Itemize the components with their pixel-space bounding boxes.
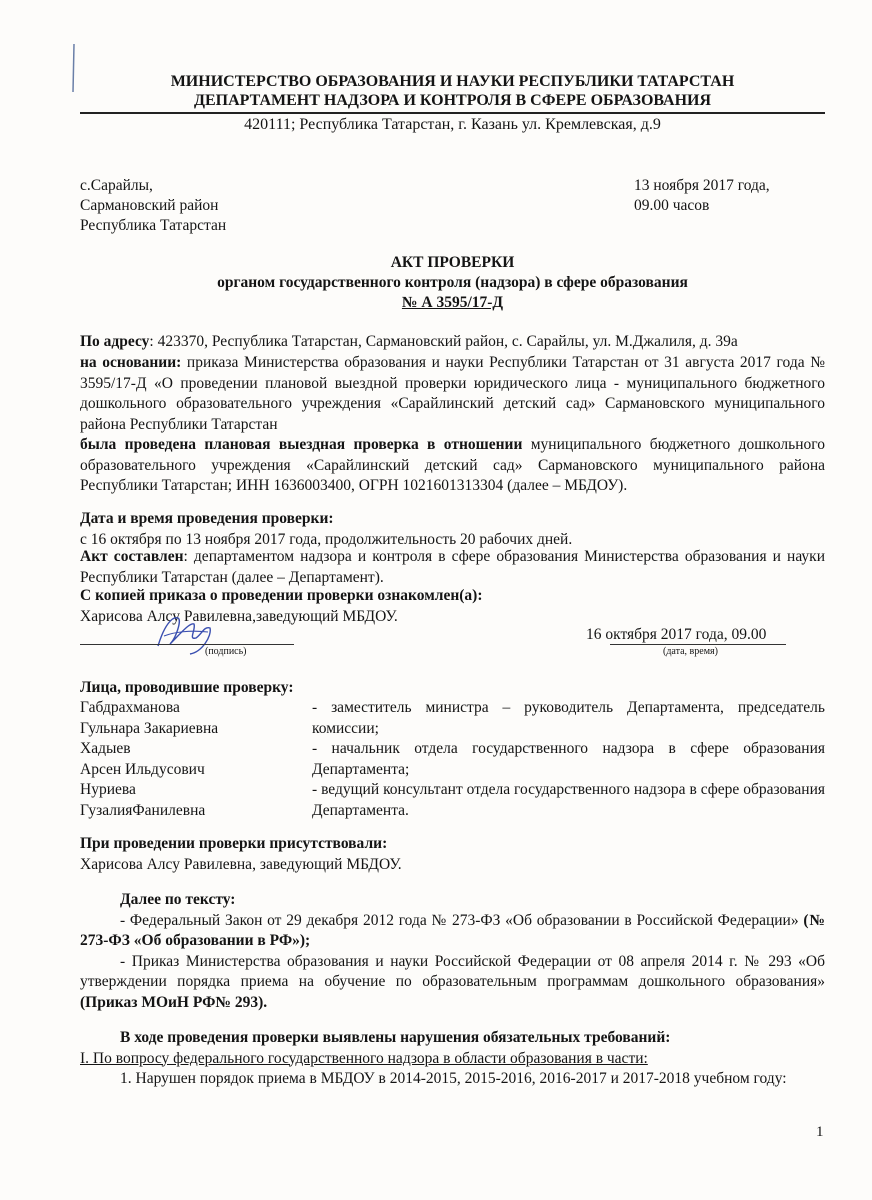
basis-paragraph — [80, 353, 825, 435]
ministry-heading: МИНИСТЕРСТВО ОБРАЗОВАНИЯ И НАУКИ РЕСПУБЛИКИ ТАТАРСТАН — [170, 73, 735, 90]
further-law — [80, 911, 825, 952]
inspector-roles — [312, 698, 825, 821]
violations-item: 1. Нарушен порядок приема в МБДОУ в 2014-2015, 2015-2016, 2016-2017 и 2017-2018 учебном году: — [120, 1070, 787, 1087]
inspectors-label: Лица, проводившие проверку: — [80, 679, 294, 696]
dates-paragraph — [80, 509, 825, 550]
acquainted-text: Харисова Алсу Равилевна,заведующий МБДОУ. — [80, 607, 398, 625]
inspector-name-line: Арсен Ильдусович — [80, 760, 205, 778]
acquainted-label: С копией приказа о проведении проверки ознакомлен(а): — [80, 587, 483, 604]
dates-text: с 16 октября по 13 ноября 2017 года, продолжительность 20 рабочих дней. — [80, 530, 573, 548]
page-number: 1 — [816, 1124, 824, 1140]
basis-text: приказа Министерства образования и науки Республики Татарстан от 31 августа 2017 года № 3595/17-Д «О проведении плановой выездной проверки юридического лица - муниципального бюджетного дошкольного образовательного учреждения «Сарайлинский детский сад» Сармановского муниципального района Республики Татарстан — [80, 354, 825, 433]
compiled-text: : департаментом надзора и контроля в сфере образования Министерства образования и науки Республики Татарстан (далее – Департамент). — [80, 548, 825, 586]
act-number-text: № А 3595/17-Д — [401, 294, 504, 311]
order-text: - Приказ Министерства образования и науки Российской Федерации от 08 апреля 2014 г. № 293 «Об утверждении порядка приема на обучение по образовательным программам дошкольного образования» — [80, 952, 825, 990]
inspector-names — [80, 698, 305, 821]
further-paragraph — [80, 890, 825, 1013]
violations-paragraph — [80, 1028, 825, 1090]
inspector-name-line: ГузалияФанилевна — [80, 801, 206, 819]
further-label: Далее по тексту: — [120, 891, 236, 908]
address-paragraph — [80, 332, 825, 353]
datetime-line: 13 ноября 2017 года, — [634, 177, 770, 194]
inspector-name-line: Хадыев — [80, 740, 131, 757]
inspection-label: была проведена плановая выездная проверка в отношении — [80, 436, 523, 453]
place-line: с.Сарайлы, — [80, 177, 153, 194]
inspection-paragraph — [80, 435, 825, 497]
inspection-text: муниципального бюджетного дошкольного образовательного учреждения «Сарайлинский детский сад» Сармановского муниципального района Республики Татарстан; ИНН 1636003400, ОГРН 1021601313304 (далее – МБДОУ). — [80, 436, 825, 494]
dates-label: Дата и время проведения проверки: — [80, 510, 334, 527]
present-paragraph — [80, 834, 825, 875]
date-caption: (дата, время) — [663, 646, 718, 657]
inspector-name-line: Гульнара Закариевна — [80, 719, 219, 737]
act-title: АКТ ПРОВЕРКИ — [390, 254, 515, 271]
acquainted-date: 16 октября 2017 года, 09.00 — [586, 626, 767, 643]
order-short: (Приказ МОиН РФ№ 293). — [80, 993, 268, 1011]
address-text: : 423370, Республика Татарстан, Сармановский район, с. Сарайлы, ул. М.Джалиля, д. 39а — [149, 333, 738, 350]
datetime-line: 09.00 часов — [634, 197, 710, 214]
further-order — [80, 952, 825, 1014]
act-number — [80, 292, 825, 313]
department-heading: ДЕПАРТАМЕНТ НАДЗОРА И КОНТРОЛЯ В СФЕРЕ ОБРАЗОВАНИЯ — [193, 92, 712, 109]
law-short: (№ 273-ФЗ «Об образовании в РФ»); — [80, 911, 825, 949]
pen-mark — [72, 44, 76, 92]
compiled-paragraph — [80, 547, 825, 588]
place-line: Республика Татарстан — [80, 217, 227, 234]
date-line — [610, 644, 786, 645]
signature-line — [80, 644, 294, 645]
inspector-role: - заместитель министра – руководитель Департамента, председатель комиссии; — [312, 699, 825, 737]
present-text: Харисова Алсу Равилевна, заведующий МБДОУ. — [80, 855, 402, 873]
inspector-name-line: Нуриева — [80, 781, 136, 798]
present-label: При проведении проверки присутствовали: — [80, 835, 388, 852]
place-line: Сармановский район — [80, 197, 219, 214]
inspector-role: - ведущий консультант отдела государственного надзора в сфере образования Департамента. — [312, 781, 825, 819]
place-block — [80, 176, 226, 236]
address-label: По адресу — [80, 333, 150, 350]
violations-section: I. По вопросу федерального государственного надзора в области образования в части: — [80, 1049, 648, 1067]
law-text: - Федеральный Закон от 29 декабря 2012 года № 273-ФЗ «Об образовании в Российской Федерации» — [120, 911, 804, 929]
header-rule — [80, 112, 825, 114]
inspector-name-line: Габдрахманова — [80, 699, 180, 716]
basis-label: на основании: — [80, 354, 182, 371]
datetime-block — [634, 176, 770, 216]
header-address: 420111; Республика Татарстан, г. Казань ул. Кремлевская, д.9 — [244, 116, 661, 133]
compiled-label: Акт составлен — [80, 548, 184, 565]
inspector-role: - начальник отдела государственного надзора в сфере образования Департамента; — [312, 740, 825, 778]
violations-label: В ходе проведения проверки выявлены нарушения обязательных требований: — [120, 1029, 671, 1046]
act-subtitle: органом государственного контроля (надзора) в сфере образования — [217, 274, 688, 291]
signature-caption: (подпись) — [205, 646, 247, 657]
